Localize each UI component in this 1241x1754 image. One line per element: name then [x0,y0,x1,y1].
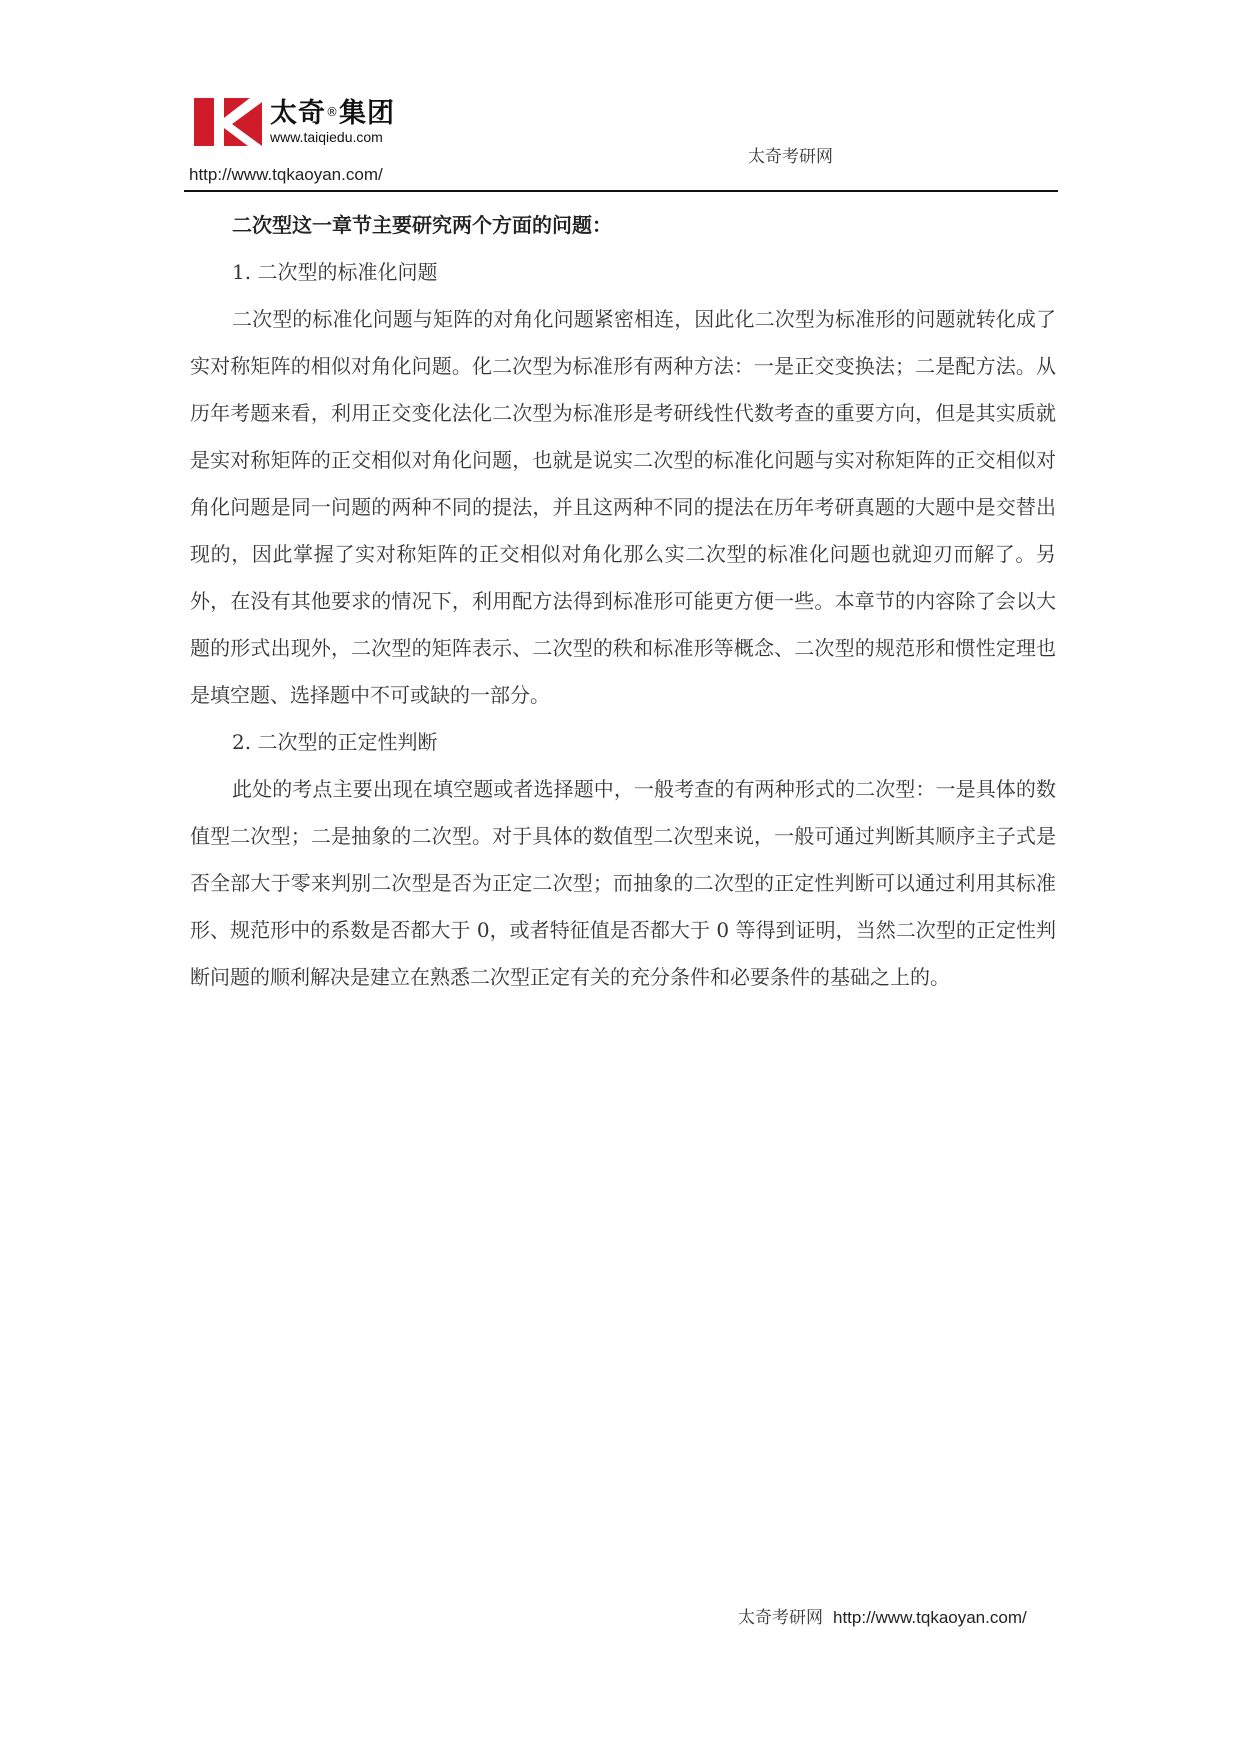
header-divider [184,190,1058,192]
section-2-title: 2. 二次型的正定性判断 [232,730,438,754]
section-1-body: 二次型的标准化问题与矩阵的对角化问题紧密相连，因此化二次型为标准形的问题就转化成了实对称矩阵的相似对角化问题。化二次型为标准形有两种方法：一是正交变换法；二是配方法。从历年考题来看，利用正交变化法化二次型为标准形是考研线性代数考查的重要方向，但是其实质就是实对称矩阵的正交相似对角化问题，也就是说实二次型的标准化问题与实对称矩阵的正交相似对角化问题是同一问题的两种不同的提法，并且这两种不同的提法在历年考研真题的大题中是交替出现的，因此掌握了实对称矩阵的正交相似对角化那么实二次型的标准化问题也就迎刃而解了。另外，在没有其他要求的情况下，利用配方法得到标准形可能更方便一些。本章节的内容除了会以大题的形式出现外，二次型的矩阵表示、二次型的秩和标准形等概念、二次型的规范形和惯性定理也是填空题、选择题中不可或缺的一部分。 [190,307,1056,707]
footer-site-name: 太奇考研网 [738,1608,823,1628]
document-body [190,202,1056,1001]
header-site-name: 太奇考研网 [748,147,833,167]
section-1-title: 1. 二次型的标准化问题 [232,260,438,284]
document-heading: 二次型这一章节主要研究两个方面的问题： [232,213,612,237]
taiqi-logo [194,92,402,152]
logo-url: www.taiqiedu.com [270,129,383,145]
logo-brand-group: 集团 [339,98,395,129]
footer-url-link[interactable]: http://www.tqkaoyan.com/ [833,1608,1027,1627]
header-url-link[interactable]: http://www.tqkaoyan.com/ [189,165,383,184]
registered-mark: ® [326,105,339,119]
taiqi-k-logo-icon [194,98,262,146]
section-2-body: 此处的考点主要出现在填空题或者选择题中，一般考查的有两种形式的二次型：一是具体的数值型二次型；二是抽象的二次型。对于具体的数值型二次型来说，一般可通过判断其顺序主子式是否全部大于零来判别二次型是否为正定二次型；而抽象的二次型的正定性判断可以通过利用其标准形、规范形中的系数是否都大于 0，或者特征值是否都大于 0 等得到证明，当然二次型的正定性判断问题的顺利解决是建立在熟悉二次型正定有关的充分条件和必要条件的基础之上的。 [190,777,1056,989]
logo-brand-cn: 太奇 [270,98,326,129]
page-footer [738,1603,1027,1628]
